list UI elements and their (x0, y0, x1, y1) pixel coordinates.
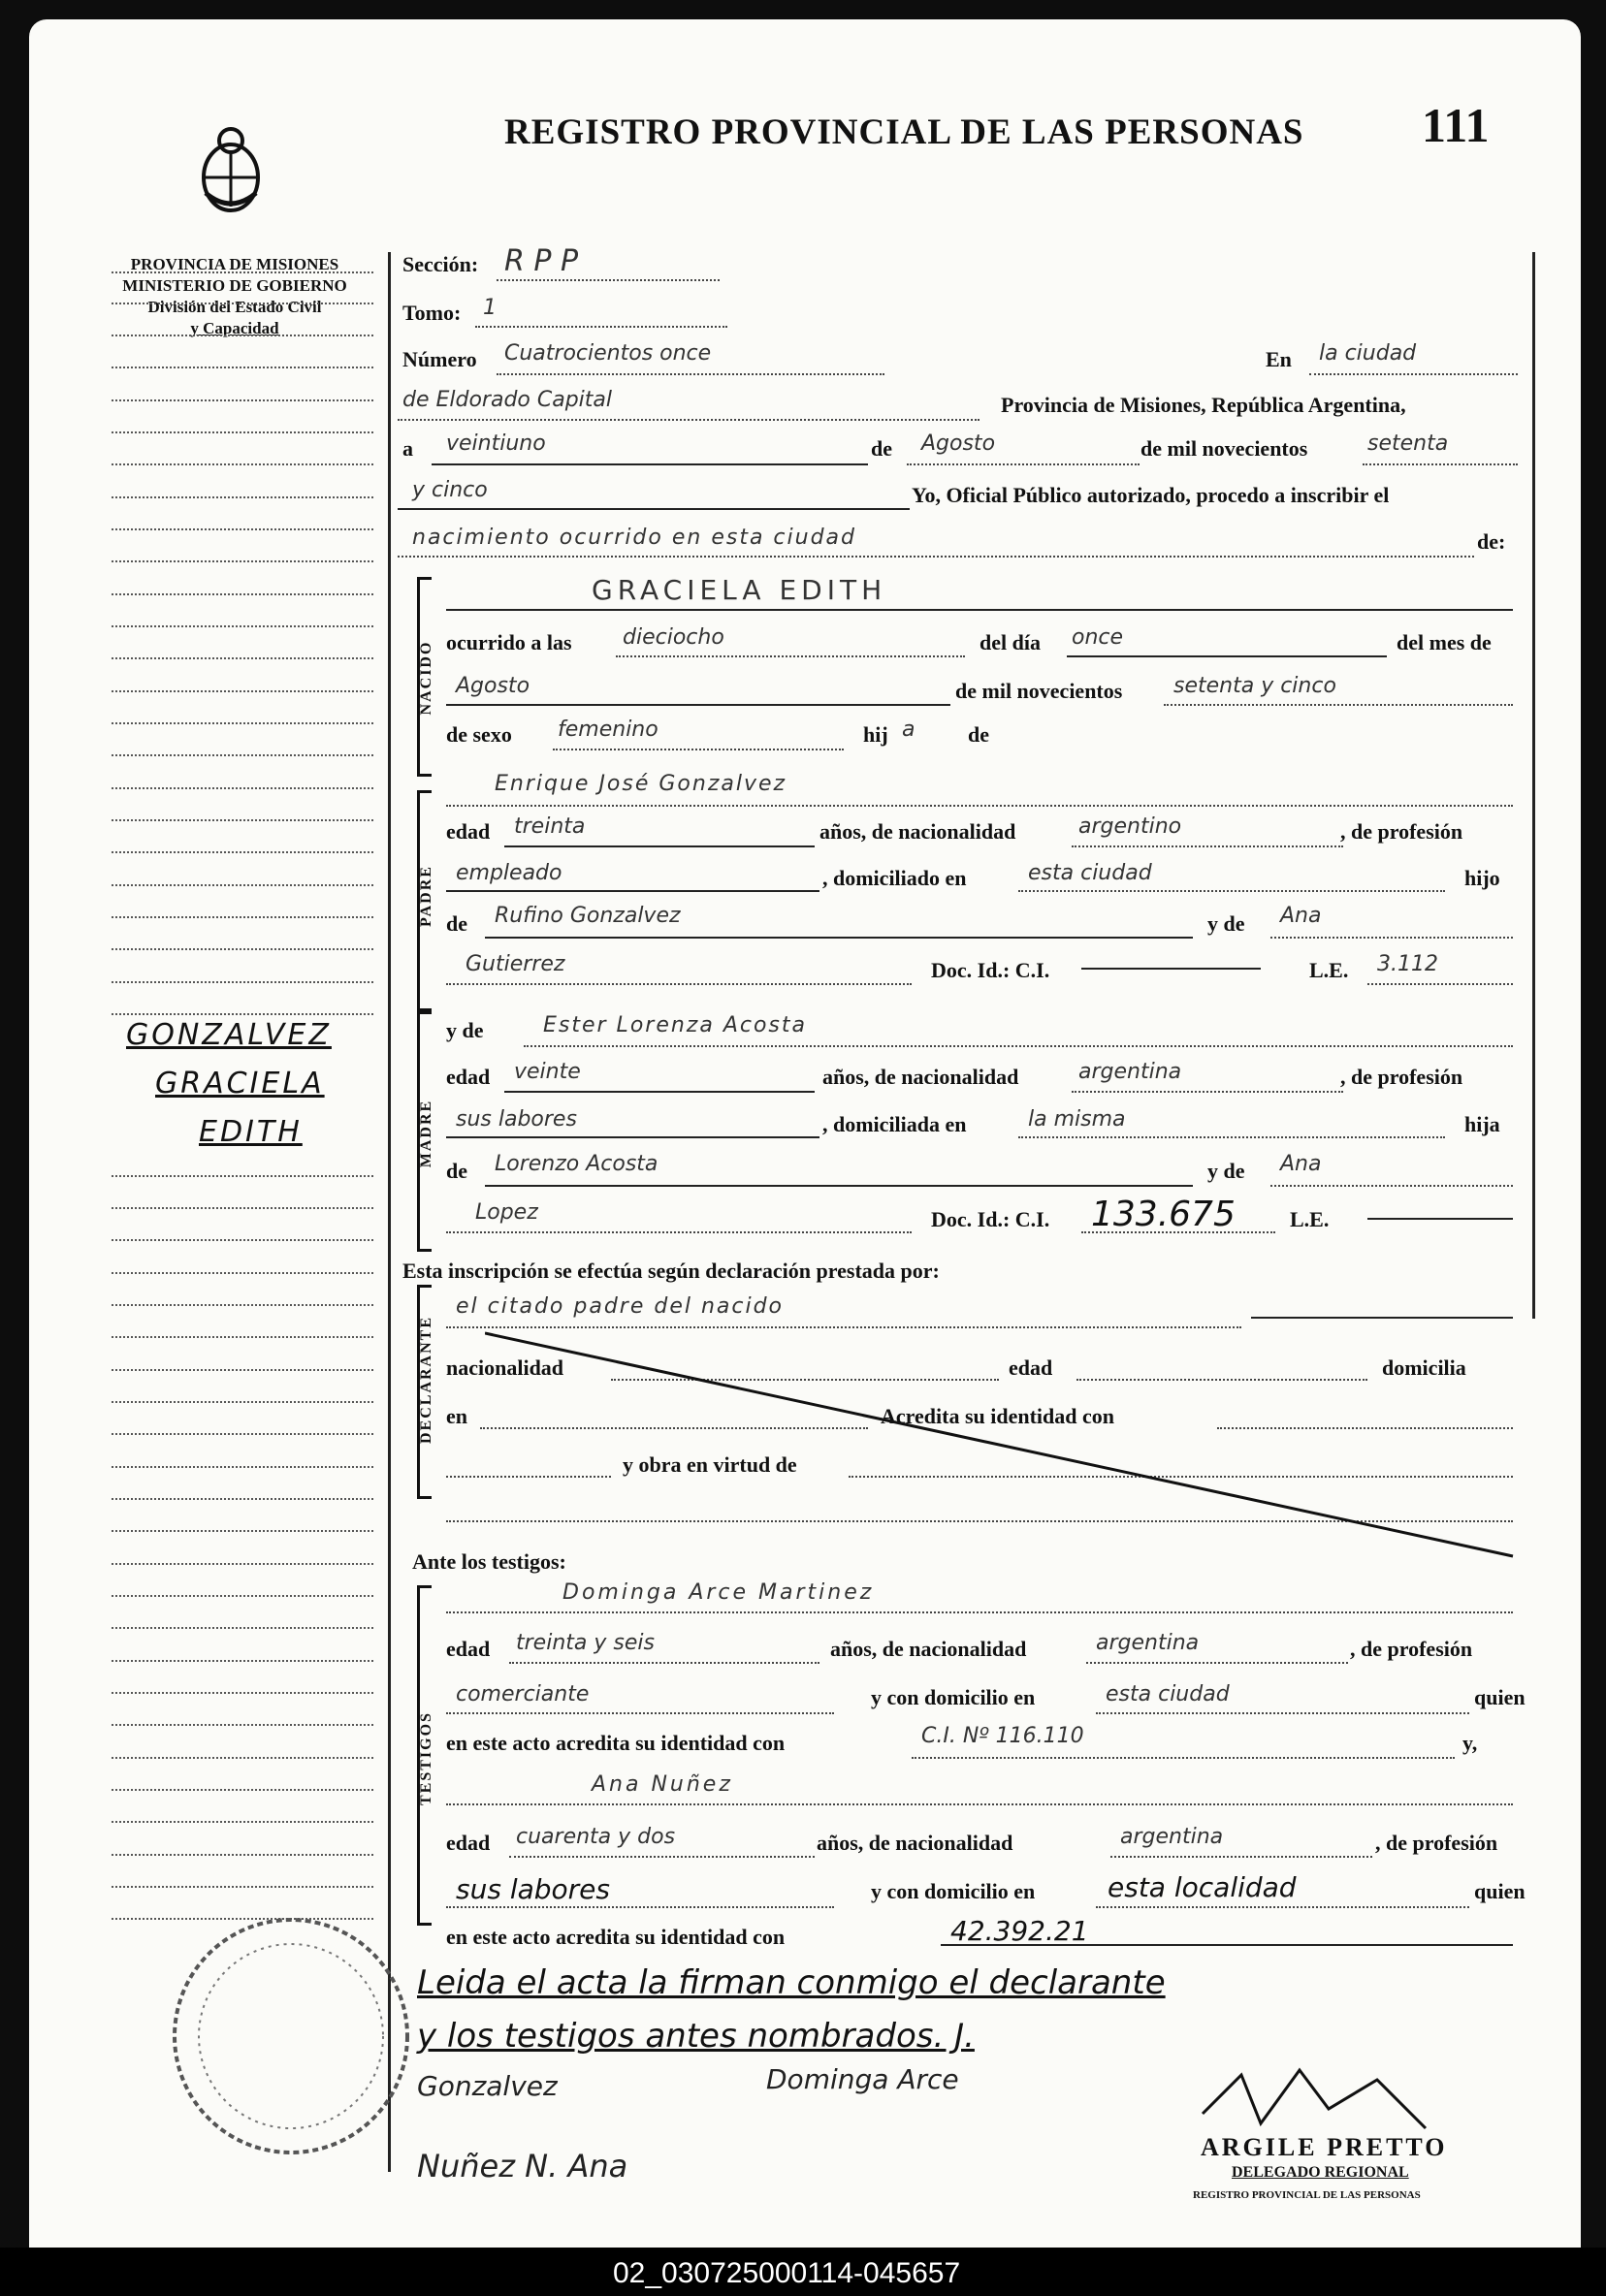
page-number: 111 (1422, 98, 1490, 152)
seccion-value: R P P (504, 244, 579, 278)
de-label: de (871, 436, 892, 461)
hij-label: hij (863, 722, 888, 747)
oficial-text: Yo, Oficial Público autorizado, procedo a inscribir el (912, 483, 1390, 507)
numero-label: Número (402, 347, 477, 371)
del-mes-label: del mes de (1397, 630, 1492, 654)
closing-line-1: Leida el acta la firman conmigo el declarante (417, 1963, 1166, 2002)
madre-madre-2: Lopez (475, 1200, 538, 1225)
madre-madre: Ana (1280, 1152, 1322, 1176)
testigo2-name: Ana Nuñez (592, 1772, 733, 1797)
testigo1-profesion: comerciante (456, 1682, 590, 1706)
margin-middlename: EDITH (199, 1115, 303, 1149)
padre-y-de-label: y de (1207, 911, 1245, 936)
closing-line-2: y los testigos antes nombrados. J. (417, 2017, 975, 2056)
madre-edad: veinte (514, 1060, 581, 1084)
form-right-rule (1532, 252, 1535, 1319)
declarante-edad-label: edad (1009, 1355, 1053, 1380)
padre-le: 3.112 (1377, 952, 1438, 976)
madre-name: Ester Lorenza Acosta (543, 1013, 807, 1037)
declarante-strike-line (485, 1328, 1523, 1561)
official-signature-mark (1193, 2056, 1445, 2143)
padre-profesion-label: , de profesión (1340, 819, 1463, 844)
testigo2-nacionalidad: argentina (1120, 1825, 1224, 1849)
testigo1-domicilio-label: y con domicilio en (871, 1685, 1036, 1709)
padre-name: Enrique José Gonzalvez (495, 772, 787, 796)
issuer-ministry: MINISTERIO DE GOBIERNO (122, 276, 347, 295)
ocurrido-label: ocurrido a las (446, 630, 572, 654)
madre-padre: Lorenzo Acosta (495, 1152, 658, 1176)
madre-profesion: sus labores (456, 1107, 577, 1132)
padre-domicilio: esta ciudad (1028, 861, 1152, 885)
testigo2-domicilio: esta localidad (1108, 1871, 1297, 1903)
day-value: veintiuno (446, 431, 546, 456)
signature-declarante: Gonzalvez (417, 2070, 558, 2102)
dia-value: once (1072, 625, 1124, 650)
madre-profesion-label: , de profesión (1340, 1065, 1463, 1089)
nacido-vertical-label: NACIDO (418, 640, 434, 716)
testigo2-quien-label: quien (1474, 1879, 1526, 1903)
sexo-value: femenino (558, 718, 658, 742)
mil-label-2: de mil novecientos (955, 679, 1123, 703)
declaracion-text: Esta inscripción se efectúa según declaración prestada por: (402, 1259, 940, 1283)
a-label: a (402, 436, 413, 461)
margin-surname: GONZALVEZ (126, 1018, 332, 1052)
testigo2-identidad: 42.392.21 (950, 1915, 1089, 1947)
padre-domiciliado-label: , domiciliado en (822, 866, 967, 890)
testigo1-domicilio: esta ciudad (1106, 1682, 1230, 1706)
madre-de-label: de (446, 1159, 467, 1183)
issuer-division: División del Estado Civil (147, 298, 322, 316)
madre-vertical-label: MADRE (418, 1099, 434, 1168)
city-value: de Eldorado Capital (402, 388, 613, 412)
madre-y-de-label-2: y de (1207, 1159, 1245, 1183)
declarante-en-label: en (446, 1404, 467, 1428)
document-page (29, 19, 1581, 2249)
anio-value: setenta y cinco (1173, 674, 1336, 698)
padre-vertical-label: PADRE (418, 865, 434, 927)
madre-y-de-label: y de (446, 1018, 484, 1042)
testigos-text: Ante los testigos: (412, 1549, 566, 1574)
signature-testigo-1: Dominga Arce (766, 2063, 959, 2095)
hora-value: dieciocho (623, 625, 724, 650)
declarante-vertical-label: DECLARANTE (418, 1315, 434, 1444)
en-label: En (1266, 347, 1292, 371)
testigos-vertical-label: TESTIGOS (418, 1711, 434, 1805)
testigo1-y-label: y, (1462, 1731, 1478, 1755)
year-value: setenta (1367, 431, 1449, 456)
month-value: Agosto (921, 431, 996, 456)
madre-hija-label: hija (1464, 1112, 1500, 1136)
padre-edad-label: edad (446, 819, 491, 844)
padre-le-label: L.E. (1309, 958, 1349, 982)
mes-value: Agosto (456, 674, 530, 698)
year-value-2: y cinco (412, 478, 488, 502)
mil-label: de mil novecientos (1140, 436, 1308, 461)
seccion-label: Sección: (402, 252, 479, 276)
padre-doc-label: Doc. Id.: C.I. (931, 958, 1050, 982)
tomo-value: 1 (483, 296, 497, 320)
issuer-block (109, 254, 361, 339)
madre-nacionalidad: argentina (1078, 1060, 1182, 1084)
testigo1-edad: treinta y seis (516, 1631, 655, 1655)
document-title: REGISTRO PROVINCIAL DE LAS PERSONAS (504, 112, 1304, 152)
issuer-province: PROVINCIA DE MISIONES (130, 255, 339, 273)
official-stamp-org: REGISTRO PROVINCIAL DE LAS PERSONAS (1193, 2189, 1421, 2201)
madre-domicilio: la misma (1028, 1107, 1126, 1132)
testigo1-identidad: C.I. Nº 116.110 (921, 1724, 1084, 1748)
padre-edad: treinta (514, 814, 586, 839)
madre-le-label: L.E. (1290, 1207, 1330, 1231)
padre-profesion: empleado (456, 861, 562, 885)
declarante-acredita-label: Acredita su identidad con (881, 1404, 1115, 1428)
signature-testigo-2: Nuñez N. Ana (417, 2148, 628, 2184)
form-left-rule (388, 252, 391, 2172)
declarante-value: el citado padre del nacido (456, 1294, 785, 1319)
issuer-capacity: y Capacidad (190, 319, 279, 337)
en-value: la ciudad (1319, 341, 1417, 366)
madre-doc-label: Doc. Id.: C.I. (931, 1207, 1050, 1231)
testigo2-profesion-label: , de profesión (1375, 1831, 1498, 1855)
official-stamp-name: ARGILE PRETTO (1201, 2133, 1448, 2161)
provincia-text: Provincia de Misiones, República Argentina, (1001, 393, 1406, 417)
official-stamp-role: DELEGADO REGIONAL (1232, 2164, 1409, 2181)
tomo-label: Tomo: (402, 301, 462, 325)
nacido-name: GRACIELA EDITH (592, 574, 887, 606)
declarante-obra-label: y obra en virtud de (623, 1452, 797, 1477)
hij-value: a (902, 718, 915, 742)
padre-hijo-label: hijo (1464, 866, 1500, 890)
madre-ci: 133.675 (1091, 1195, 1236, 1234)
testigo2-domicilio-label: y con domicilio en (871, 1879, 1036, 1903)
inscribir-value: nacimiento ocurrido en esta ciudad (412, 526, 856, 550)
testigo1-nacionalidad: argentina (1096, 1631, 1200, 1655)
madre-edad-label: edad (446, 1065, 491, 1089)
testigo2-nacionalidad-label: años, de nacionalidad (817, 1831, 1013, 1855)
de-colon: de: (1477, 529, 1506, 554)
padre-madre-2: Gutierrez (466, 952, 565, 976)
testigo1-quien-label: quien (1474, 1685, 1526, 1709)
padre-nacionalidad: argentino (1078, 814, 1182, 839)
padre-madre: Ana (1280, 904, 1322, 928)
declarante-nacionalidad-label: nacionalidad (446, 1355, 564, 1380)
testigo1-profesion-label: , de profesión (1350, 1637, 1473, 1661)
margin-firstname: GRACIELA (155, 1067, 325, 1100)
testigo2-edad-label: edad (446, 1831, 491, 1855)
testigo2-edad: cuarenta y dos (516, 1825, 676, 1849)
madre-domiciliada-label: , domiciliada en (822, 1112, 967, 1136)
testigo1-acredita-label: en este acto acredita su identidad con (446, 1731, 786, 1755)
padre-de-label: de (446, 911, 467, 936)
testigo1-name: Dominga Arce Martinez (562, 1580, 875, 1605)
madre-nacionalidad-label: años, de nacionalidad (822, 1065, 1019, 1089)
padre-padre: Rufino Gonzalvez (495, 904, 681, 928)
testigo2-acredita-label: en este acto acredita su identidad con (446, 1925, 786, 1949)
de-label-2: de (968, 722, 989, 747)
testigo2-profesion: sus labores (456, 1873, 610, 1905)
coat-of-arms-emblem (192, 121, 270, 218)
image-code: 02_030725000114-045657 (613, 2257, 961, 2289)
del-dia-label: del día (980, 630, 1041, 654)
padre-nacionalidad-label: años, de nacionalidad (819, 819, 1016, 844)
testigo1-nacionalidad-label: años, de nacionalidad (830, 1637, 1027, 1661)
sexo-label: de sexo (446, 722, 512, 747)
testigo1-edad-label: edad (446, 1637, 491, 1661)
round-seal-stamp (155, 1900, 427, 2172)
declarante-domicilia-label: domicilia (1382, 1355, 1466, 1380)
numero-value: Cuatrocientos once (504, 341, 712, 366)
